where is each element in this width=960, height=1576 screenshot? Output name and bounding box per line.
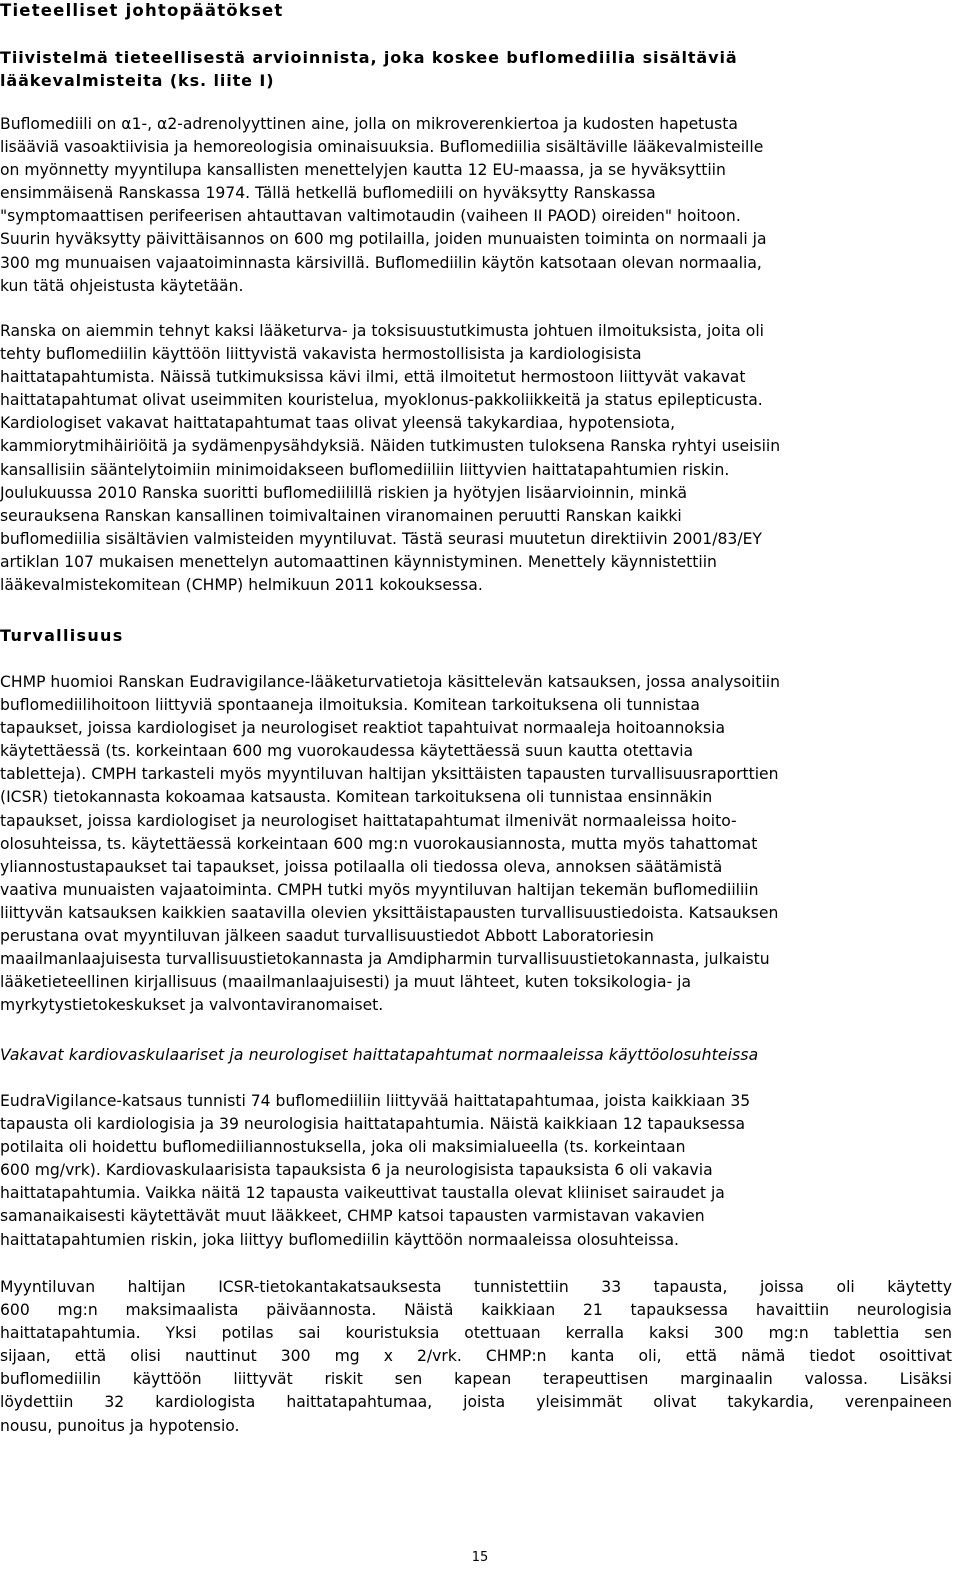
paragraph-line: Ranska on aiemmin tehnyt kaksi lääketurva- ja toksisuustutkimusta johtuen ilmoituksista, joita oli bbox=[0, 322, 765, 340]
paragraph-line: lääketieteellinen kirjallisuus (maailmanlaajuisesti) ja muut lähteet, kuten toksikologia- ja bbox=[0, 973, 692, 992]
paragraph-line: liittyvän katsauksen kaikkien saatavilla olevien yksittäistapausten turvallisuustiedoista. Katsauksen bbox=[0, 903, 779, 922]
paragraph-line: potilaita oli hoidettu buflomediiliannostuksella, joka oli maksimialueella (ts. korkeintaan bbox=[0, 1138, 686, 1157]
paragraph-icsr-database bbox=[0, 1276, 952, 1438]
paragraph-line: Buflomediili on α1-, α2-adrenolyyttinen aine, jolla on mikroverenkiertoa ja kudosten hapetusta bbox=[0, 115, 738, 133]
paragraph-eudravigilance bbox=[0, 1090, 952, 1252]
paragraph-line: käytettäessä (ts. korkeintaan 600 mg vuorokaudessa käytettäessä suun kautta otettavia bbox=[0, 742, 694, 761]
paragraph-line: haittatapahtumia. Yksi potilas sai kouristuksia otettuaan kerralla kaksi 300 mg:n tablettia sen bbox=[0, 1324, 952, 1343]
paragraph-line: artiklan 107 mukaisen menettelyn automaattinen käynnistyminen. Menettely käynnistettiin bbox=[0, 552, 717, 571]
paragraph-line: buflomediilin käyttöön liittyvät riskit sen kapean terapeuttisen marginaalin valossa. Lisäksi bbox=[0, 1370, 952, 1389]
paragraph-line: sijaan, että olisi nauttinut 300 mg x 2/vrk. CHMP:n kanta oli, että nämä tiedot osoittivat bbox=[0, 1347, 952, 1366]
paragraph-line: nousu, punoitus ja hypotensio. bbox=[0, 1416, 240, 1435]
paragraph-line: 600 mg:n maksimaalista päiväannosta. Näistä kaikkiaan 21 tapauksessa havaittiin neurologisia bbox=[0, 1301, 952, 1320]
paragraph-line: haittatapahtumat olivat useimmiten kouristelua, myoklonus-pakkoliikkeitä ja status epilepticusta. bbox=[0, 391, 763, 410]
paragraph-line: "symptomaattisen perifeerisen ahtauttavan valtimotaudin (vaiheen II PAOD) oireiden" hoitoon. bbox=[0, 207, 741, 226]
paragraph-line: ensimmäisenä Ranskassa 1974. Tällä hetkellä buflomediili on hyväksytty Ranskassa bbox=[0, 184, 656, 203]
paragraph-line: (ICSR) tietokannasta kokoamaa katsausta. Komitean tarkoituksena oli tunnistaa ensinnäkin bbox=[0, 788, 713, 807]
page-number: 15 bbox=[471, 1550, 489, 1565]
paragraph-line: buflomediilia sisältävien valmisteiden myyntiluvat. Tästä seurasi muutetun direktiivin 2001/83/EY bbox=[0, 529, 762, 548]
paragraph-line: Suurin hyväksytty päivittäisannos on 600 mg potilailla, joiden munuaisten toiminta on normaali ja bbox=[0, 230, 767, 249]
paragraph-chmp-review bbox=[0, 671, 952, 1017]
summary-subheading bbox=[0, 46, 738, 92]
paragraph-line: haittatapahtumista. Näissä tutkimuksissa kävi ilmi, että ilmoitetut hermostoon liittyvät vakavat bbox=[0, 368, 746, 387]
paragraph-line: lisääviä vasoaktiivisia ja hemoreologisia ominaisuuksia. Buflomediilia sisältäville lääkevalmisteille bbox=[0, 138, 764, 157]
paragraph-line: 600 mg/vrk). Kardiovaskulaarisista tapauksista 6 ja neurologisista tapauksista 6 oli vakavia bbox=[0, 1161, 713, 1180]
paragraph-line: 300 mg munuaisen vajaatoiminnasta kärsivillä. Buflomediilin käytön katsotaan olevan normaalia, bbox=[0, 253, 762, 272]
paragraph-line: tapaukset, joissa kardiologiset ja neurologiset haittatapahtumat ilmenivät normaaleissa hoito- bbox=[0, 811, 737, 830]
paragraph-line: kammiorytmihäiriöitä ja sydämenpysähdyksiä. Näiden tutkimusten tuloksena Ranska ryhtyi useisiin bbox=[0, 437, 781, 456]
paragraph-line: buflomediilihoitoon liittyviä spontaaneja ilmoituksia. Komitean tarkoituksena oli tunnistaa bbox=[0, 696, 700, 715]
paragraph-line: samanaikaisesti käytettävät muut lääkkeet, CHMP katsoi tapausten varmistavan vakavien bbox=[0, 1207, 705, 1226]
summary-subheading-line: lääkevalmisteita (ks. liite I) bbox=[0, 71, 275, 90]
paragraph-line: EudraVigilance-katsaus tunnisti 74 buflomediiliin liittyvää haittatapahtumaa, joista kaikkiaan 35 bbox=[0, 1092, 751, 1110]
italic-subheading-line: Vakavat kardiovaskulaariset ja neurologiset haittatapahtumat normaaleissa käyttöolosuhteissa bbox=[0, 1046, 759, 1064]
paragraph-line: perustana ovat myyntiluvan jälkeen saadut turvallisuustiedot Abbott Laboratoriesin bbox=[0, 927, 654, 946]
paragraph-line: kun tätä ohjeistusta käytetään. bbox=[0, 276, 244, 295]
paragraph-buflomedil-overview bbox=[0, 113, 952, 298]
paragraph-line: kansallisiin sääntelytoimiin minimoidakseen buflomediiliin liittyvien haittatapahtumien riskin. bbox=[0, 460, 730, 479]
paragraph-line: haittatapahtumien riskin, joka liittyy buflomediilin käyttöön normaaleissa olosuhteissa. bbox=[0, 1230, 679, 1249]
section-heading-safety: Turvallisuus bbox=[0, 626, 124, 645]
paragraph-line: CHMP huomioi Ranskan Eudravigilance-lääketurvatietoja käsittelevän katsauksen, jossa analysoitiin bbox=[0, 673, 781, 691]
paragraph-line: löydettiin 32 kardiologista haittatapahtumaa, joista yleisimmät olivat takykardia, verenpaineen bbox=[0, 1393, 952, 1412]
italic-subheading-serious-events bbox=[0, 1044, 952, 1067]
page-heading: Tieteelliset johtopäätökset bbox=[0, 1, 284, 20]
paragraph-line: haittatapahtumia. Vaikka näitä 12 tapausta vaikeuttivat taustalla olevat kliiniset sairaudet ja bbox=[0, 1184, 725, 1203]
paragraph-line: tabletteja). CMPH tarkasteli myös myyntiluvan haltijan yksittäisten tapausten turvallisuusraporttien bbox=[0, 765, 779, 784]
paragraph-line: Joulukuussa 2010 Ranska suoritti buflomediilillä riskien ja hyötyjen lisäarvioinnin, minkä bbox=[0, 483, 688, 502]
paragraph-line: tehty buflomediilin käyttöön liittyvistä vakavista hermostollisista ja kardiologisista bbox=[0, 345, 642, 364]
paragraph-line: Kardiologiset vakavat haittatapahtumat taas olivat yleensä takykardiaa, hypotensiota, bbox=[0, 414, 676, 433]
paragraph-line: yliannostustapaukset tai tapaukset, joissa potilaalla oli tiedossa oleva, annoksen säätämistä bbox=[0, 857, 723, 876]
paragraph-line: Myyntiluvan haltijan ICSR-tietokantakatsauksesta tunnistettiin 33 tapausta, joissa oli käytetty bbox=[0, 1278, 952, 1296]
paragraph-france-studies bbox=[0, 320, 952, 597]
summary-subheading-line: Tiivistelmä tieteellisestä arvioinnista, joka koskee buflomediilia sisältäviä bbox=[0, 48, 738, 67]
paragraph-line: lääkevalmistekomitean (CHMP) helmikuun 2011 kokouksessa. bbox=[0, 576, 483, 595]
paragraph-line: olosuhteissa, ts. käytettäessä korkeintaan 600 mg:n vuorokausiannosta, mutta myös tahattomat bbox=[0, 834, 758, 853]
paragraph-line: myrkytystietokeskukset ja valvontaviranomaiset. bbox=[0, 996, 384, 1015]
paragraph-line: vaativa munuaisten vajaatoiminta. CMPH tutki myös myyntiluvan haltijan tekemän buflomediiliin bbox=[0, 880, 759, 899]
paragraph-line: tapausta oli kardiologisia ja 39 neurologisia haittatapahtumia. Näistä kaikkiaan 12 tapauksessa bbox=[0, 1115, 746, 1134]
paragraph-line: seurauksena Ranskan kansallinen toimivaltainen viranomainen peruutti Ranskan kaikki bbox=[0, 506, 682, 525]
paragraph-line: maailmanlaajuisesta turvallisuustietokannasta ja Amdipharmin turvallisuustietokannasta, julkaistu bbox=[0, 950, 770, 969]
paragraph-line: on myönnetty myyntilupa kansallisten menettelyjen kautta 12 EU-maassa, ja se hyväksyttiin bbox=[0, 161, 726, 180]
paragraph-line: tapaukset, joissa kardiologiset ja neurologiset reaktiot tapahtuivat normaaleja hoitoannoksia bbox=[0, 719, 726, 738]
